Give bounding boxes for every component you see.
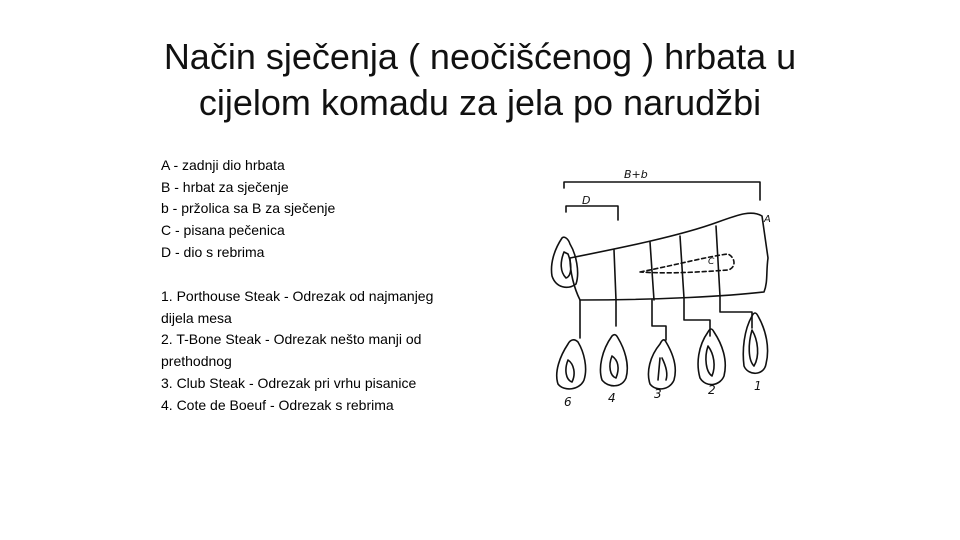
- loin-end-section: [551, 237, 577, 287]
- cut-number-4: 4: [608, 391, 616, 405]
- legend-item-c: C - pisana pečenica: [161, 222, 285, 239]
- steak-4-inner: [610, 356, 618, 378]
- legend-item-d: D - dio s rebrima: [161, 243, 265, 260]
- label-a: A: [764, 214, 771, 225]
- label-c: C: [708, 257, 715, 267]
- cut-3: 3. Club Steak - Odrezak pri vrhu pisanice: [161, 374, 417, 391]
- slide-title: [80, 34, 880, 126]
- dimension-bracket-bb: [564, 182, 760, 200]
- steak-4: [600, 335, 627, 386]
- cut-1-line-2: dijela mesa: [161, 309, 232, 326]
- legend-list: [161, 155, 491, 264]
- loin-outline: [570, 213, 768, 300]
- steak-2-inner: [706, 346, 714, 376]
- section-line-2: [650, 242, 654, 300]
- steak-3: [648, 340, 675, 389]
- steak-1-inner: [749, 330, 757, 366]
- section-line-1: [614, 250, 616, 300]
- loin-end-inner: [561, 252, 571, 278]
- steak-3-inner: [658, 358, 667, 380]
- cut-number-6: 6: [564, 395, 572, 409]
- connector-lines: [580, 296, 752, 340]
- label-bb: B+b: [624, 168, 648, 181]
- beef-loin-cutting-diagram: [540, 160, 790, 420]
- cut-2-line-2: prethodnog: [161, 353, 232, 370]
- cuts-list: [161, 286, 491, 416]
- label-d: D: [582, 194, 591, 207]
- section-line-4: [716, 226, 720, 296]
- steak-6-inner: [566, 360, 574, 382]
- cut-number-2: 2: [708, 383, 716, 397]
- cut-number-3: 3: [654, 387, 662, 401]
- section-line-3: [680, 236, 684, 298]
- legend-item-b-lower: b - pržolica sa B za sječenje: [161, 200, 336, 217]
- dimension-bracket-d: [566, 206, 618, 220]
- cut-1-line-1: 1. Porthouse Steak - Odrezak od najmanjeg: [161, 288, 434, 304]
- title-line-2: cijelom komadu za jela po narudžbi: [198, 82, 762, 123]
- legend-item-a: A - zadnji dio hrbata: [161, 157, 285, 173]
- cut-4: 4. Cote de Boeuf - Odrezak s rebrima: [161, 396, 394, 413]
- cut-number-1: 1: [754, 379, 762, 393]
- legend-item-b-upper: B - hrbat za sječenje: [161, 178, 289, 195]
- title-line-1: Način sječenja ( neočišćenog ) hrbata u: [163, 36, 797, 77]
- cut-2-line-1: 2. T-Bone Steak - Odrezak nešto manji od: [161, 331, 422, 348]
- tenderloin-c: [640, 254, 734, 273]
